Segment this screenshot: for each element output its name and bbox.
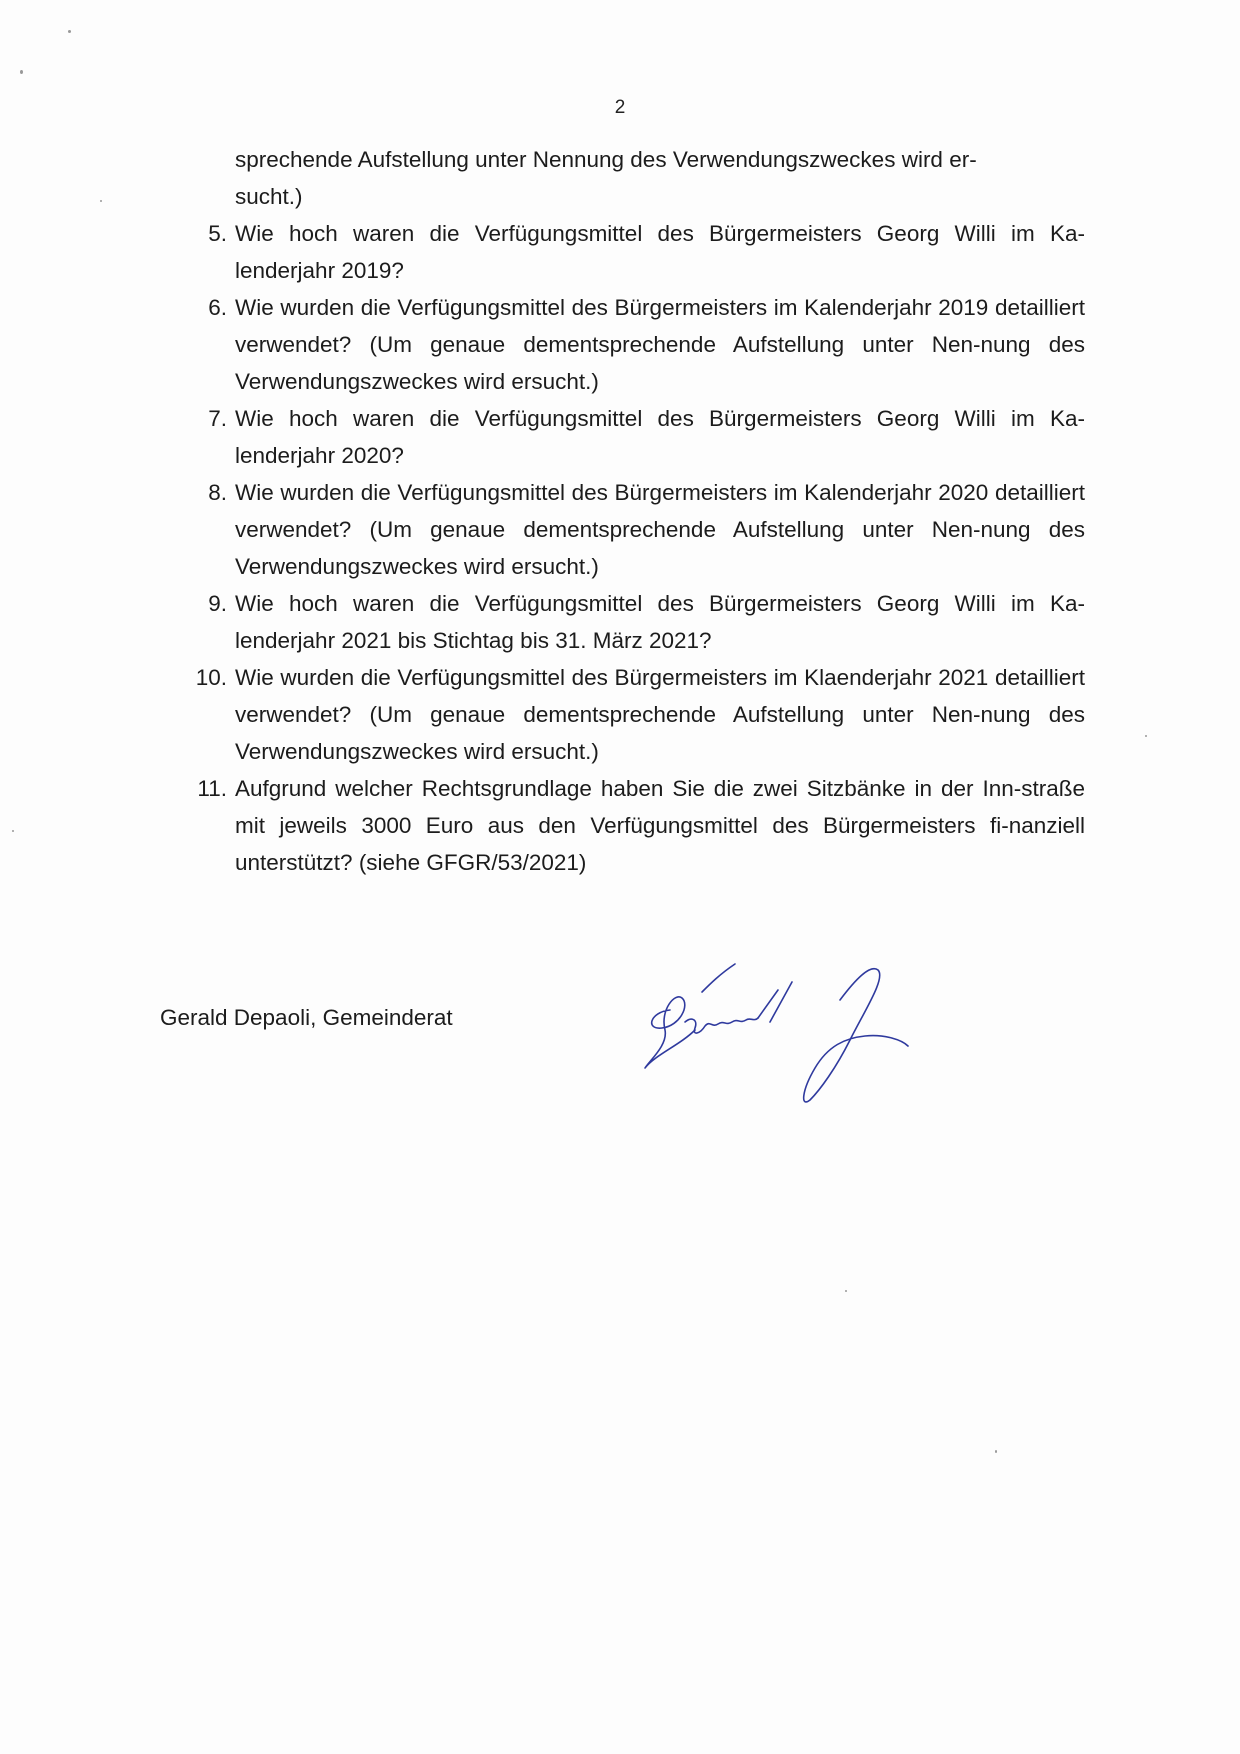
page-number: 2 — [614, 97, 626, 118]
list-item — [160, 770, 1085, 881]
question-number: 7. — [208, 406, 227, 431]
question-text: Wie hoch waren die Verfügungsmittel des Bürgermeisters Georg Willi im Ka-lenderjahr 2021 bis Stichtag bis 31. März 2021? — [235, 591, 1085, 653]
paper-speck — [995, 1450, 997, 1453]
list-item — [160, 474, 1085, 585]
question-number: 5. — [208, 221, 227, 246]
list-item — [160, 289, 1085, 400]
signature-stroke — [804, 969, 908, 1102]
question-text: Wie wurden die Verfügungsmittel des Bürgermeisters im Kalenderjahr 2019 detailliert verwendet? (Um genaue dementsprechende Aufstellung unter Nen-nung des Verwendungszweckes wird ersucht.) — [235, 295, 1085, 394]
paper-speck — [68, 30, 71, 33]
list-item — [160, 400, 1085, 474]
question-number: 10. — [195, 665, 227, 690]
paper-speck — [100, 200, 102, 202]
signature-stroke — [685, 1018, 758, 1033]
continuation-line-1: sprechende Aufstellung unter Nennung des Verwendungszweckes wird er- — [235, 147, 977, 172]
paper-speck — [12, 830, 14, 832]
question-number: 9. — [208, 591, 227, 616]
list-item — [160, 659, 1085, 770]
paper-speck — [1145, 735, 1147, 737]
signature-stroke — [770, 982, 792, 1022]
question-number: 11. — [197, 776, 227, 801]
handwritten-signature — [640, 950, 970, 1120]
signature-stroke — [645, 997, 695, 1068]
continuation-paragraph — [235, 141, 1085, 215]
author-line: Gerald Depaoli, Gemeinderat — [160, 1005, 453, 1030]
paper-speck — [20, 70, 23, 74]
question-text: Wie wurden die Verfügungsmittel des Bürgermeisters im Kalenderjahr 2020 detailliert verwendet? (Um genaue dementsprechende Aufstellung unter Nen-nung des Verwendungszweckes wird ersucht.) — [235, 480, 1085, 579]
question-text: Wie hoch waren die Verfügungsmittel des Bürgermeisters Georg Willi im Ka-lenderjahr 2019? — [235, 221, 1085, 283]
question-number: 6. — [208, 295, 227, 320]
continuation-line-2: sucht.) — [235, 184, 303, 209]
paper-speck — [845, 1290, 847, 1292]
signature-stroke — [702, 964, 735, 992]
list-item — [160, 585, 1085, 659]
document-body — [160, 141, 1085, 881]
question-list — [160, 215, 1085, 881]
question-text: Wie hoch waren die Verfügungsmittel des Bürgermeisters Georg Willi im Ka-lenderjahr 2020? — [235, 406, 1085, 468]
question-number: 8. — [208, 480, 227, 505]
list-item — [160, 215, 1085, 289]
question-text: Aufgrund welcher Rechtsgrundlage haben Sie die zwei Sitzbänke in der Inn-straße mit jeweils 3000 Euro aus den Verfügungsmittel des Bürgermeisters fi-nanziell unterstützt? (siehe GFGR/53/2021) — [235, 776, 1085, 875]
question-text: Wie wurden die Verfügungsmittel des Bürgermeisters im Klaenderjahr 2021 detailliert verwendet? (Um genaue dementsprechende Aufstellung unter Nen-nung des Verwendungszweckes wird ersucht.) — [235, 665, 1085, 764]
